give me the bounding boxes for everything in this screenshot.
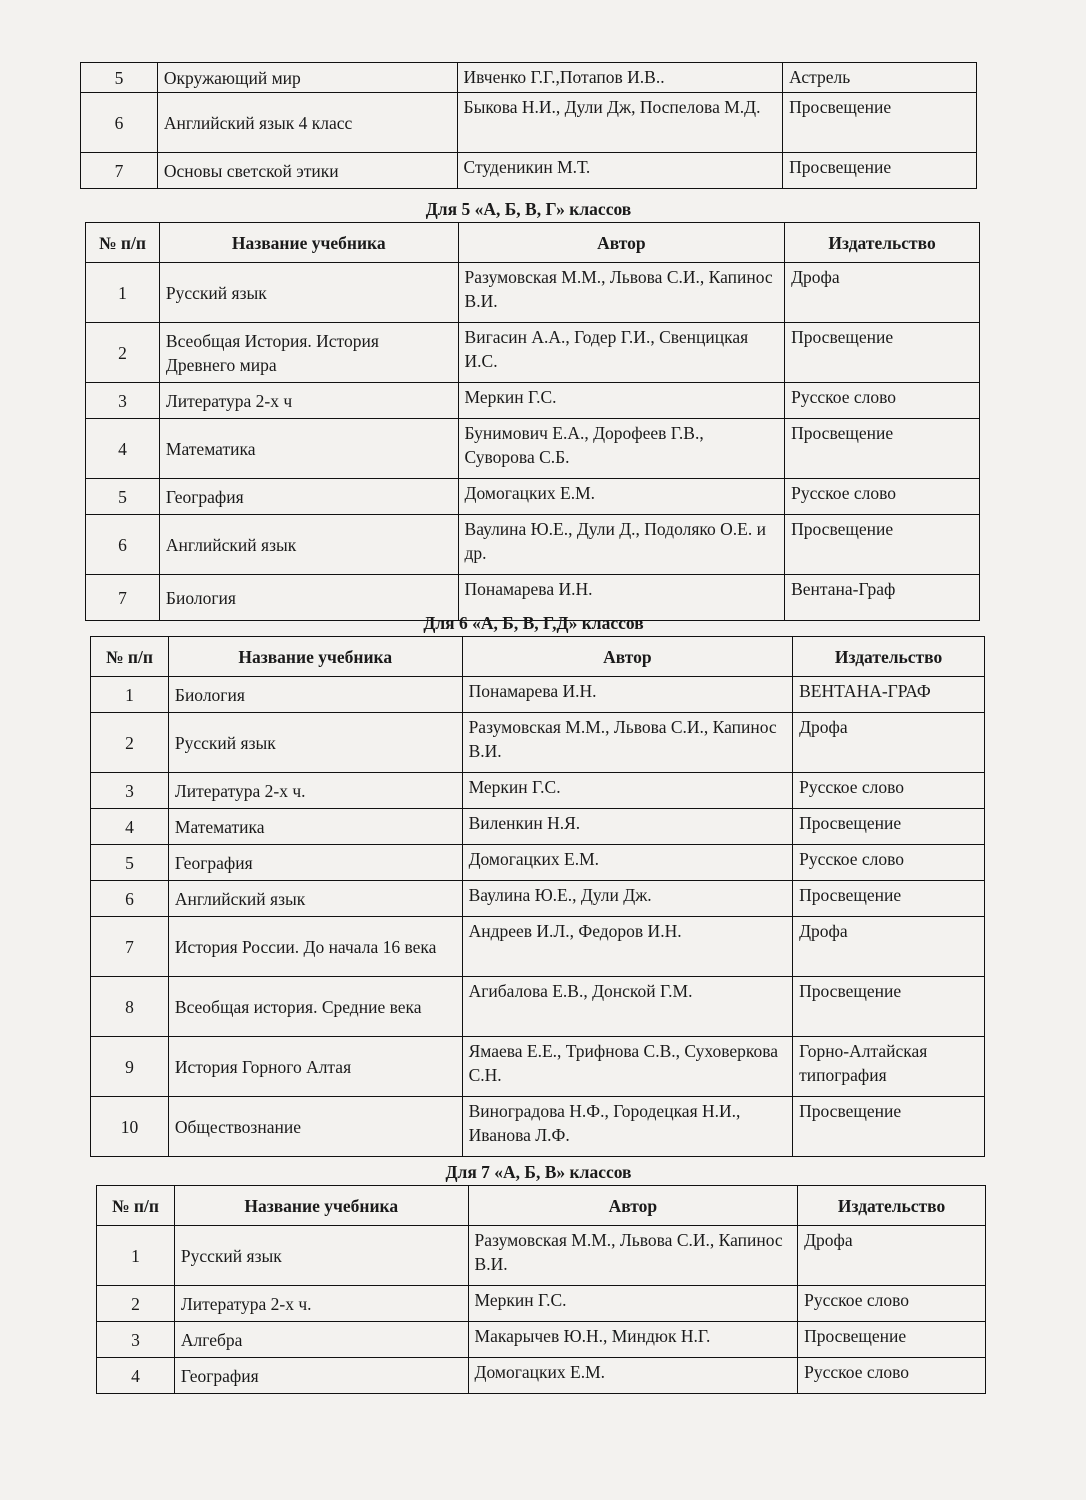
- row-publisher: Просвещение: [783, 93, 977, 153]
- row-number: 3: [97, 1322, 175, 1358]
- row-title: Алгебра: [174, 1322, 468, 1358]
- row-publisher: Просвещение: [783, 153, 977, 189]
- row-author: Понамарева И.Н.: [462, 677, 793, 713]
- header-author: Автор: [462, 637, 793, 677]
- table-grade7: [96, 1185, 986, 1394]
- table-row: [86, 419, 980, 479]
- row-publisher: Горно-Алтайская типография: [793, 1037, 985, 1097]
- row-publisher: Просвещение: [798, 1322, 986, 1358]
- header-publisher: Издательство: [785, 223, 980, 263]
- table-row: [86, 479, 980, 515]
- row-title: География: [168, 845, 462, 881]
- table-grade4-continued: [80, 62, 977, 189]
- table-row: [91, 917, 985, 977]
- row-number: 6: [86, 515, 160, 575]
- row-title: Математика: [168, 809, 462, 845]
- table-row: [91, 977, 985, 1037]
- row-number: 5: [86, 479, 160, 515]
- row-author: Разумовская М.М., Львова С.И., Капинос В.И.: [468, 1226, 798, 1286]
- row-number: 2: [97, 1286, 175, 1322]
- row-author: Бунимович Е.А., Дорофеев Г.В., Суворова С.Б.: [458, 419, 785, 479]
- row-publisher: Русское слово: [798, 1358, 986, 1394]
- header-num: № п/п: [86, 223, 160, 263]
- grade5-caption: Для 5 «А, Б, В, Г» классов: [425, 199, 632, 219]
- row-title: Русский язык: [159, 263, 458, 323]
- row-title: Окружающий мир: [157, 63, 457, 93]
- row-title: Биология: [159, 575, 458, 621]
- table-grade5: [85, 222, 980, 621]
- table-row: [86, 323, 980, 383]
- row-title: Английский язык 4 класс: [157, 93, 457, 153]
- row-number: 4: [86, 419, 160, 479]
- row-publisher: Просвещение: [793, 977, 985, 1037]
- table-row: [81, 63, 977, 93]
- row-author: Агибалова Е.В., Донской Г.М.: [462, 977, 793, 1037]
- row-number: 2: [86, 323, 160, 383]
- row-author: Ямаева Е.Е., Трифнова С.В., Суховеркова С.Н.: [462, 1037, 793, 1097]
- row-publisher: Просвещение: [785, 323, 980, 383]
- table-row: [91, 845, 985, 881]
- table-row: [97, 1322, 986, 1358]
- row-author: Меркин Г.С.: [468, 1286, 798, 1322]
- row-title: География: [159, 479, 458, 515]
- row-publisher: Вентана-Граф: [785, 575, 980, 621]
- row-title: Литература 2-х ч: [159, 383, 458, 419]
- table-row: [97, 1358, 986, 1394]
- row-author: Виленкин Н.Я.: [462, 809, 793, 845]
- table-row: [91, 677, 985, 713]
- header-title: Название учебника: [174, 1186, 468, 1226]
- table-row: [91, 1037, 985, 1097]
- row-publisher: Астрель: [783, 63, 977, 93]
- row-publisher: Русское слово: [793, 773, 985, 809]
- table-row: [97, 1226, 986, 1286]
- row-title: Русский язык: [168, 713, 462, 773]
- row-number: 4: [91, 809, 169, 845]
- row-number: 5: [91, 845, 169, 881]
- row-title: Всеобщая История. История Древнего мира: [159, 323, 458, 383]
- row-publisher: Дрофа: [793, 917, 985, 977]
- row-title: Обществознание: [168, 1097, 462, 1157]
- row-number: 5: [81, 63, 158, 93]
- row-author: Разумовская М.М., Львова С.И., Капинос В.И.: [462, 713, 793, 773]
- table-row: [91, 809, 985, 845]
- table-row: [91, 881, 985, 917]
- row-publisher: Просвещение: [793, 809, 985, 845]
- header-title: Название учебника: [168, 637, 462, 677]
- row-number: 7: [91, 917, 169, 977]
- row-number: 7: [81, 153, 158, 189]
- row-title: Биология: [168, 677, 462, 713]
- row-publisher: Русское слово: [785, 383, 980, 419]
- grade6-caption: Для 6 «А, Б, В, Г,Д» классов: [423, 613, 644, 633]
- table-row: [86, 383, 980, 419]
- row-number: 8: [91, 977, 169, 1037]
- row-author: Домогацких Е.М.: [468, 1358, 798, 1394]
- row-number: 3: [91, 773, 169, 809]
- row-author: Андреев И.Л., Федоров И.Н.: [462, 917, 793, 977]
- row-title: География: [174, 1358, 468, 1394]
- row-publisher: ВЕНТАНА-ГРАФ: [793, 677, 985, 713]
- row-title: Литература 2-х ч.: [174, 1286, 468, 1322]
- row-title: Английский язык: [159, 515, 458, 575]
- header-publisher: Издательство: [798, 1186, 986, 1226]
- row-title: Всеобщая история. Средние века: [168, 977, 462, 1037]
- row-number: 10: [91, 1097, 169, 1157]
- row-number: 4: [97, 1358, 175, 1394]
- row-author: Разумовская М.М., Львова С.И., Капинос В.И.: [458, 263, 785, 323]
- row-publisher: Просвещение: [793, 881, 985, 917]
- row-publisher: Русское слово: [785, 479, 980, 515]
- grade7-caption: Для 7 «А, Б, В» классов: [445, 1162, 632, 1182]
- table-row: [86, 515, 980, 575]
- row-publisher: Дрофа: [793, 713, 985, 773]
- table-row: [97, 1286, 986, 1322]
- row-publisher: Просвещение: [793, 1097, 985, 1157]
- header-title: Название учебника: [159, 223, 458, 263]
- table-row: [86, 263, 980, 323]
- row-number: 2: [91, 713, 169, 773]
- row-publisher: Просвещение: [785, 515, 980, 575]
- row-title: Литература 2-х ч.: [168, 773, 462, 809]
- header-num: № п/п: [97, 1186, 175, 1226]
- row-title: Математика: [159, 419, 458, 479]
- row-author: Ивченко Г.Г.,Потапов И.В..: [457, 63, 783, 93]
- row-title: Русский язык: [174, 1226, 468, 1286]
- row-number: 6: [81, 93, 158, 153]
- row-publisher: Русское слово: [793, 845, 985, 881]
- table-row: [91, 1097, 985, 1157]
- row-number: 9: [91, 1037, 169, 1097]
- row-title: История России. До начала 16 века: [168, 917, 462, 977]
- row-author: Ваулина Ю.Е., Дули Д., Подоляко О.Е. и др.: [458, 515, 785, 575]
- row-number: 6: [91, 881, 169, 917]
- row-author: Понамарева И.Н.: [458, 575, 785, 621]
- table-row: [81, 153, 977, 189]
- row-author: Домогацких Е.М.: [458, 479, 785, 515]
- table-row: [91, 713, 985, 773]
- row-title: Основы светской этики: [157, 153, 457, 189]
- header-num: № п/п: [91, 637, 169, 677]
- header-publisher: Издательство: [793, 637, 985, 677]
- row-number: 1: [97, 1226, 175, 1286]
- row-title: История Горного Алтая: [168, 1037, 462, 1097]
- row-publisher: Дрофа: [798, 1226, 986, 1286]
- row-number: 3: [86, 383, 160, 419]
- row-publisher: Дрофа: [785, 263, 980, 323]
- row-number: 1: [91, 677, 169, 713]
- table-row: [81, 93, 977, 153]
- row-author: Виноградова Н.Ф., Городецкая Н.И., Иванова Л.Ф.: [462, 1097, 793, 1157]
- row-author: Вигасин А.А., Годер Г.И., Свенцицкая И.С.: [458, 323, 785, 383]
- row-number: 7: [86, 575, 160, 621]
- row-title: Английский язык: [168, 881, 462, 917]
- row-number: 1: [86, 263, 160, 323]
- row-publisher: Русское слово: [798, 1286, 986, 1322]
- row-author: Меркин Г.С.: [462, 773, 793, 809]
- header-author: Автор: [468, 1186, 798, 1226]
- table-row: [91, 773, 985, 809]
- row-author: Макарычев Ю.Н., Миндюк Н.Г.: [468, 1322, 798, 1358]
- header-author: Автор: [458, 223, 785, 263]
- row-author: Студеникин М.Т.: [457, 153, 783, 189]
- table-grade6: [90, 636, 985, 1157]
- row-author: Ваулина Ю.Е., Дули Дж.: [462, 881, 793, 917]
- row-author: Меркин Г.С.: [458, 383, 785, 419]
- row-author: Быкова Н.И., Дули Дж, Поспелова М.Д.: [457, 93, 783, 153]
- row-author: Домогацких Е.М.: [462, 845, 793, 881]
- row-publisher: Просвещение: [785, 419, 980, 479]
